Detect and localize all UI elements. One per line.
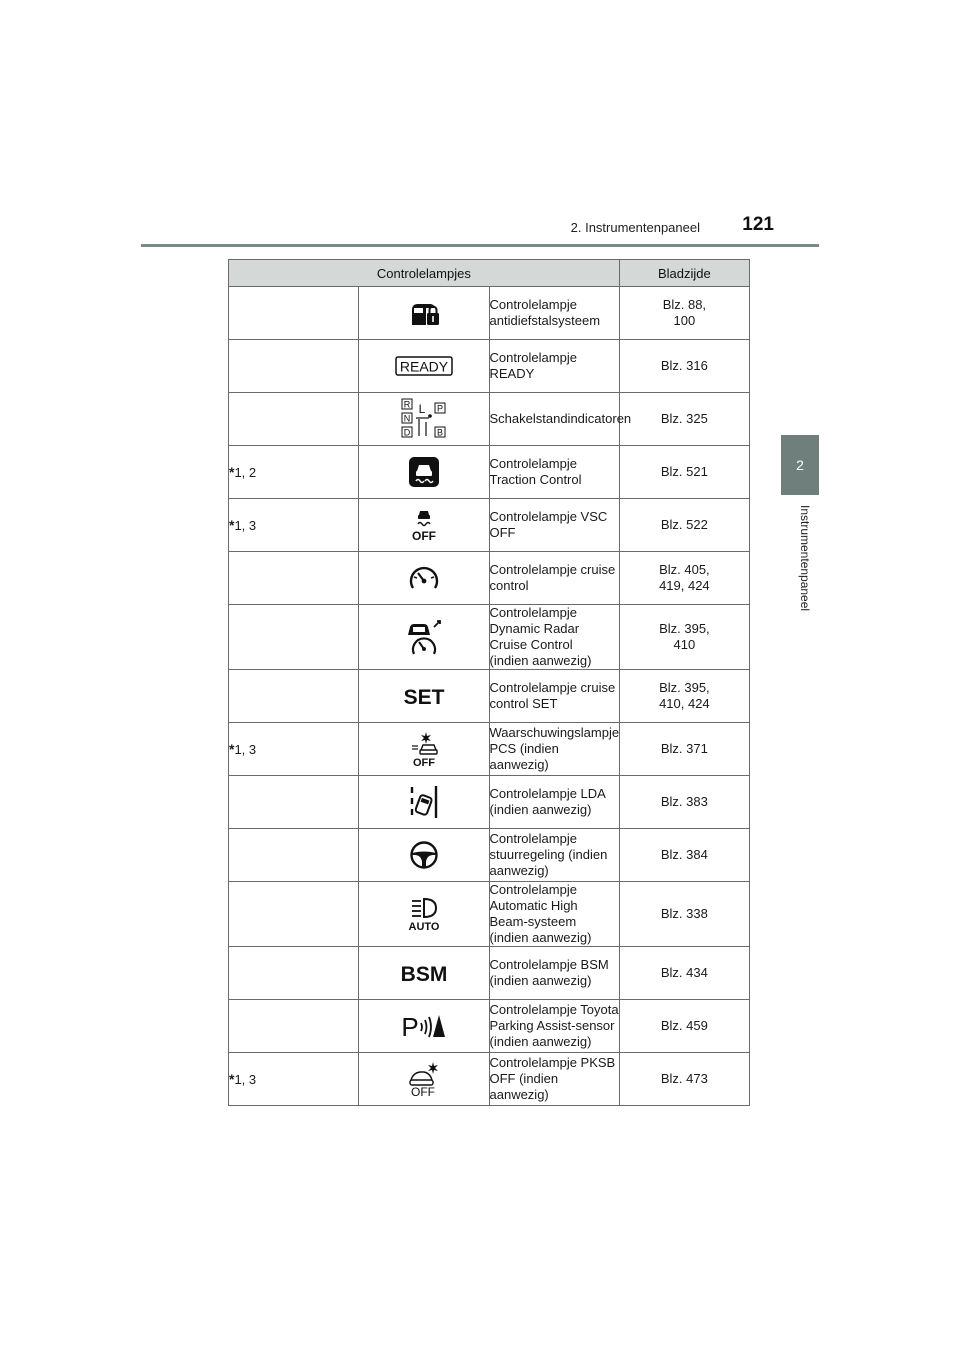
footnote-mark: *1, 2	[229, 446, 359, 499]
shift-position-icon	[400, 398, 448, 440]
page-ref-line: Blz. 473	[660, 1071, 708, 1086]
page-reference	[619, 446, 749, 499]
description-line: Controlelampje VSC OFF	[489, 509, 608, 540]
description-line: (indien aanwezig)	[489, 930, 592, 945]
footnote-numbers: 1, 3	[234, 518, 257, 533]
table-row	[229, 605, 750, 670]
cruise-control-icon	[408, 564, 440, 592]
page-reference	[619, 552, 749, 605]
footnote-mark	[229, 776, 359, 829]
description-line: (indien aanwezig)	[489, 1034, 592, 1049]
page-reference	[619, 670, 749, 723]
page-ref-line: Blz. 434	[660, 965, 708, 980]
indicator-description	[489, 499, 619, 552]
footnote-mark	[229, 670, 359, 723]
description-line: Controlelampje LDA (indien aanwezig)	[489, 786, 606, 817]
shift-b-label: B	[436, 427, 443, 438]
table-row	[229, 552, 750, 605]
page-reference	[619, 340, 749, 393]
table-row	[229, 340, 750, 393]
description-line: Controlelampje READY	[489, 350, 577, 381]
indicator-description	[489, 605, 619, 670]
indicator-description	[489, 340, 619, 393]
page-reference	[619, 393, 749, 446]
table-row	[229, 670, 750, 723]
page-ref-line: 419, 424	[659, 578, 710, 593]
parking-p-text: P	[401, 1012, 419, 1041]
indicator-description	[489, 947, 619, 1000]
footnote-mark	[229, 393, 359, 446]
icon-cell	[359, 829, 489, 882]
description-line: Controlelampje Toyota Parking Assist-sensor	[489, 1002, 619, 1033]
indicator-description	[489, 776, 619, 829]
footnote-mark: *1, 3	[229, 1053, 359, 1106]
table-row	[229, 776, 750, 829]
auto-high-beam-icon	[405, 896, 443, 932]
bsm-icon-text: BSM	[400, 963, 448, 986]
icon-cell	[359, 287, 489, 340]
page-ref-line: Blz. 459	[660, 1018, 708, 1033]
auto-text: AUTO	[408, 921, 440, 932]
indicator-description	[489, 1000, 619, 1053]
page-reference	[619, 882, 749, 947]
icon-cell	[359, 605, 489, 670]
shift-p-label: P	[436, 403, 443, 414]
table-row	[229, 446, 750, 499]
icon-cell	[359, 947, 489, 1000]
description-line: Controlelampje Automatic High Beam-systeem	[489, 882, 578, 929]
description-line: Waarschuwingslampje PCS (indien aanwezig)	[489, 725, 620, 772]
footnote-mark	[229, 287, 359, 340]
footnote-numbers: 1, 3	[234, 742, 257, 757]
pksb-off-icon	[405, 1060, 443, 1098]
page-ref-line: 410	[673, 637, 696, 652]
page-reference	[619, 499, 749, 552]
footnote-mark: *1, 3	[229, 499, 359, 552]
pcs-off-icon	[407, 730, 441, 768]
indicator-table	[228, 259, 750, 1106]
indicator-description	[489, 670, 619, 723]
footnote-mark	[229, 882, 359, 947]
header-indicators: Controlelampjes	[229, 260, 620, 287]
shift-l-label: L	[418, 402, 426, 416]
page-reference	[619, 605, 749, 670]
icon-cell	[359, 1000, 489, 1053]
page-ref-line: Blz. 325	[660, 411, 708, 426]
vsc-off-icon	[407, 507, 441, 543]
table-header-row	[229, 260, 750, 287]
description-line: (indien aanwezig)	[489, 653, 592, 668]
description-line: Controlelampje Traction Control	[489, 456, 582, 487]
ready-icon	[395, 355, 453, 377]
icon-cell	[359, 1053, 489, 1106]
table-row	[229, 393, 750, 446]
page-ref-line: 100	[673, 313, 696, 328]
page-reference	[619, 947, 749, 1000]
shift-r-label: R	[403, 399, 411, 410]
chapter-label: Instrumentenpaneel	[798, 505, 812, 612]
icon-cell	[359, 776, 489, 829]
page-reference	[619, 1000, 749, 1053]
radar-cruise-icon	[404, 617, 444, 657]
header-rule	[141, 244, 819, 247]
page-ref-line: Blz. 405,	[659, 562, 710, 577]
footnote-mark	[229, 340, 359, 393]
page-reference	[619, 723, 749, 776]
description-line: Controlelampje PKSB OFF (indien aanwezig)	[489, 1055, 616, 1102]
indicator-description	[489, 882, 619, 947]
page-reference	[619, 776, 749, 829]
description-line: Controlelampje cruise control	[489, 562, 616, 593]
footnote-mark	[229, 552, 359, 605]
icon-cell	[359, 340, 489, 393]
shift-d-label: D	[403, 427, 411, 438]
footnote-numbers: 1, 2	[234, 465, 257, 480]
page-ref-line: Blz. 88,	[662, 297, 707, 312]
page-number: 121	[742, 214, 774, 235]
steering-control-icon	[409, 840, 439, 870]
page-ref-line: Blz. 338	[660, 906, 708, 921]
page-ref-line: Blz. 395,	[659, 680, 710, 695]
icon-cell	[359, 393, 489, 446]
chapter-tab: 2	[781, 435, 819, 495]
indicator-description	[489, 446, 619, 499]
table-row	[229, 829, 750, 882]
icon-cell	[359, 552, 489, 605]
table-row	[229, 1000, 750, 1053]
icon-cell	[359, 446, 489, 499]
indicator-description	[489, 552, 619, 605]
indicator-description	[489, 829, 619, 882]
footnote-mark	[229, 605, 359, 670]
footnote-mark: *1, 3	[229, 723, 359, 776]
indicator-description	[489, 393, 632, 446]
icon-cell	[359, 499, 489, 552]
footnote-mark	[229, 947, 359, 1000]
footnote-mark	[229, 829, 359, 882]
pksb-off-text: OFF	[410, 1085, 435, 1098]
page-ref-line: Blz. 383	[660, 794, 708, 809]
indicator-description	[489, 1053, 619, 1106]
table-row	[229, 947, 750, 1000]
pcs-off-text: OFF	[412, 757, 435, 768]
parking-assist-icon	[401, 1011, 447, 1041]
footnote-numbers: 1, 3	[234, 1072, 257, 1087]
description-line: Controlelampje stuurregeling (indien aanwezig)	[489, 831, 608, 878]
description-line: Controlelampje Dynamic Radar Cruise Control	[489, 605, 580, 652]
table-row	[229, 723, 750, 776]
table-row	[229, 1053, 750, 1106]
footnote-mark	[229, 1000, 359, 1053]
section-title: 2. Instrumentenpaneel	[570, 220, 700, 235]
icon-cell	[359, 882, 489, 947]
header-page: Bladzijde	[619, 260, 749, 287]
indicator-description	[489, 287, 619, 340]
page-ref-line: Blz. 316	[660, 358, 708, 373]
page-ref-line: 410, 424	[659, 696, 710, 711]
description-line: Controlelampje antidiefstalsysteem	[489, 297, 601, 328]
indicator-description	[489, 723, 619, 776]
traction-control-icon	[408, 456, 440, 488]
set-icon	[402, 683, 446, 709]
table-row	[229, 287, 750, 340]
lda-icon	[408, 784, 440, 820]
bsm-icon	[399, 960, 449, 986]
page-ref-line: Blz. 522	[660, 517, 708, 532]
icon-cell	[359, 723, 489, 776]
security-lock-icon	[406, 298, 442, 328]
description-line: Controlelampje cruise control SET	[489, 680, 616, 711]
description-line: Schakelstandindicatoren	[489, 411, 632, 426]
page-ref-line: Blz. 395,	[659, 621, 710, 636]
page-reference	[619, 1053, 749, 1106]
set-icon-text: SET	[403, 686, 445, 709]
page-ref-line: Blz. 521	[660, 464, 708, 479]
page-reference	[619, 287, 749, 340]
ready-icon-text: READY	[399, 358, 448, 375]
table-row	[229, 882, 750, 947]
vsc-off-text: OFF	[411, 529, 436, 543]
page-ref-line: Blz. 384	[660, 847, 708, 862]
page-reference	[619, 829, 749, 882]
table-row	[229, 499, 750, 552]
page-ref-line: Blz. 371	[660, 741, 708, 756]
icon-cell	[359, 670, 489, 723]
description-line: Controlelampje BSM (indien aanwezig)	[489, 957, 609, 988]
shift-n-label: N	[403, 413, 411, 424]
